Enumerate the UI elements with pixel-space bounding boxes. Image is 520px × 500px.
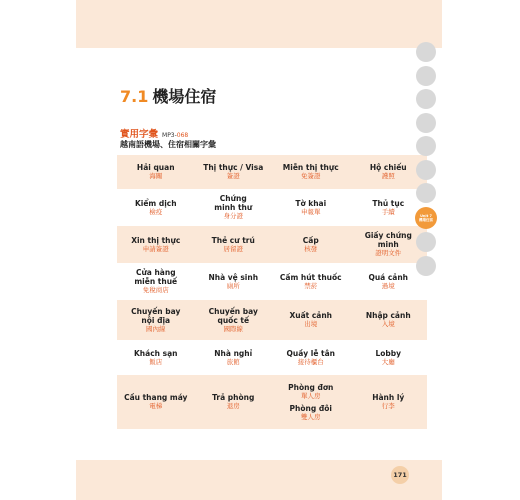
vocab-row bbox=[117, 340, 427, 375]
chinese-meaning: 退房 bbox=[226, 402, 240, 410]
vocab-cell bbox=[195, 263, 273, 300]
vocab-cell bbox=[350, 300, 428, 340]
chapter-tab[interactable] bbox=[416, 89, 436, 109]
book-page bbox=[76, 0, 442, 500]
page-number: 171 bbox=[391, 466, 409, 484]
chinese-meaning: 護照 bbox=[381, 172, 395, 180]
chinese-meaning: 海關 bbox=[149, 172, 163, 180]
chinese-meaning: 雙人房 bbox=[301, 412, 321, 421]
vietnamese-term: Lobby bbox=[375, 348, 402, 358]
tab-unit-label: Unit 7 bbox=[420, 213, 432, 218]
chinese-meaning: 居留證 bbox=[223, 244, 243, 253]
mp3-prefix: MP3- bbox=[162, 132, 177, 139]
vocab-cell bbox=[195, 375, 273, 429]
bottom-band bbox=[76, 460, 442, 500]
vocab-row bbox=[117, 155, 427, 189]
vocab-row bbox=[117, 226, 427, 263]
chinese-meaning: 申請簽證 bbox=[142, 244, 169, 253]
vietnamese-term: Nhà vệ sinh bbox=[208, 272, 259, 282]
vocab-cell bbox=[195, 226, 273, 263]
vietnamese-term: Miễn thị thực bbox=[282, 163, 339, 172]
chinese-meaning: 簽證 bbox=[226, 172, 240, 180]
vietnamese-term: Cửa hàng miễn thuế bbox=[134, 268, 178, 286]
vietnamese-term: Chứng minh thư bbox=[214, 194, 253, 212]
chinese-meaning: 單人房 bbox=[301, 391, 321, 400]
vocab-cell bbox=[272, 226, 350, 263]
vocab-cell bbox=[117, 155, 195, 189]
vocab-cell bbox=[272, 375, 350, 429]
vocab-cell bbox=[272, 340, 350, 375]
chinese-meaning: 電梯 bbox=[149, 402, 163, 410]
vietnamese-term: Xin thị thực bbox=[131, 235, 181, 245]
vietnamese-term: Cấp bbox=[302, 235, 319, 245]
vietnamese-term: Tờ khai bbox=[295, 198, 327, 208]
vocab-cell bbox=[272, 155, 350, 189]
vocab-cell bbox=[350, 375, 428, 429]
vocab-row bbox=[117, 263, 427, 300]
chapter-tab-active[interactable] bbox=[415, 207, 437, 229]
chinese-meaning: 手續 bbox=[381, 207, 395, 216]
chinese-meaning: 核發 bbox=[304, 244, 318, 253]
vietnamese-term: Hộ chiếu bbox=[369, 163, 407, 172]
vietnamese-term: Chuyến bay nội địa bbox=[131, 306, 181, 325]
chapter-tab[interactable] bbox=[416, 136, 436, 156]
chinese-meaning: 接待櫃台 bbox=[297, 357, 324, 366]
vocab-row bbox=[117, 375, 427, 429]
vietnamese-term: Chuyến bay quốc tế bbox=[208, 306, 258, 325]
vocab-cell bbox=[272, 300, 350, 340]
vietnamese-term: Nhập cảnh bbox=[365, 311, 411, 320]
vietnamese-term: Thị thực / Visa bbox=[203, 163, 264, 172]
vocab-cell bbox=[272, 189, 350, 226]
chapter-tab[interactable] bbox=[416, 183, 436, 203]
chinese-meaning: 廁所 bbox=[226, 281, 240, 290]
chapter-tab[interactable] bbox=[416, 256, 436, 276]
title-text: 機場住宿 bbox=[152, 87, 217, 106]
tab-unit-title: 機場住宿 bbox=[419, 217, 433, 222]
page-title bbox=[120, 84, 216, 107]
title-number: 7.1 bbox=[120, 87, 149, 106]
chapter-tab[interactable] bbox=[416, 66, 436, 86]
chinese-meaning: 檢疫 bbox=[149, 207, 163, 216]
vietnamese-term: Xuất cảnh bbox=[289, 311, 333, 320]
chinese-meaning: 免稅商店 bbox=[142, 286, 169, 294]
vocab-cell bbox=[117, 189, 195, 226]
vocab-cell bbox=[195, 155, 273, 189]
chinese-meaning: 身分證 bbox=[223, 212, 243, 220]
vietnamese-term: Hải quan bbox=[136, 163, 175, 172]
vocab-cell bbox=[117, 375, 195, 429]
vietnamese-term: Kiểm dịch bbox=[134, 198, 177, 208]
vietnamese-term: Cấm hút thuốc bbox=[279, 272, 342, 282]
vocab-cell bbox=[195, 189, 273, 226]
section-subtitle: 越南語機場、住宿相關字彙 bbox=[120, 140, 216, 149]
vocab-row bbox=[117, 189, 427, 226]
chinese-meaning: 大廳 bbox=[381, 357, 395, 366]
chapter-tab[interactable] bbox=[416, 113, 436, 133]
vietnamese-term: Phòng đôi bbox=[289, 403, 332, 413]
vietnamese-term: Giấy chứng minh bbox=[364, 231, 412, 249]
vietnamese-term: Thẻ cư trú bbox=[211, 235, 255, 245]
chinese-meaning: 行李 bbox=[381, 402, 395, 410]
chapter-tab[interactable] bbox=[416, 232, 436, 252]
chapter-tab[interactable] bbox=[416, 42, 436, 62]
chinese-meaning: 禁菸 bbox=[304, 281, 318, 290]
chinese-meaning: 過境 bbox=[381, 281, 395, 290]
chinese-meaning: 證明文件 bbox=[375, 249, 402, 257]
chinese-meaning: 國際線 bbox=[223, 324, 243, 333]
chinese-meaning: 飯店 bbox=[149, 357, 163, 366]
chapter-tab[interactable] bbox=[416, 160, 436, 180]
chinese-meaning: 申報單 bbox=[301, 207, 321, 216]
vietnamese-term: Phòng đơn bbox=[288, 382, 334, 392]
chinese-meaning: 入境 bbox=[381, 320, 395, 328]
top-band bbox=[76, 0, 442, 48]
vietnamese-term: Nhà nghỉ bbox=[214, 348, 253, 358]
vocab-cell bbox=[272, 263, 350, 300]
chinese-meaning: 國內線 bbox=[146, 324, 166, 333]
vietnamese-term: Hành lý bbox=[372, 393, 405, 402]
chinese-meaning: 出境 bbox=[304, 320, 318, 328]
vocab-table bbox=[117, 155, 427, 429]
vocab-cell bbox=[117, 263, 195, 300]
vietnamese-term: Quầy lễ tân bbox=[286, 348, 336, 358]
vietnamese-term: Quá cảnh bbox=[368, 272, 409, 282]
vietnamese-term: Cầu thang máy bbox=[124, 393, 188, 402]
mp3-track bbox=[162, 132, 188, 139]
chinese-meaning: 免簽證 bbox=[301, 172, 321, 180]
vocab-cell bbox=[117, 226, 195, 263]
vocab-cell bbox=[350, 340, 428, 375]
mp3-number: 068 bbox=[176, 132, 189, 139]
vocab-cell bbox=[195, 340, 273, 375]
vocab-row bbox=[117, 300, 427, 340]
vietnamese-term: Khách sạn bbox=[134, 348, 178, 358]
section-title: 實用字彙 bbox=[120, 129, 159, 140]
vietnamese-term: Trả phòng bbox=[212, 393, 255, 402]
vocab-cell bbox=[117, 340, 195, 375]
chapter-tabs bbox=[416, 42, 436, 279]
chinese-meaning: 旅館 bbox=[226, 357, 240, 366]
vietnamese-term: Thủ tục bbox=[372, 198, 405, 208]
vocab-cell bbox=[195, 300, 273, 340]
vocab-cell bbox=[117, 300, 195, 340]
